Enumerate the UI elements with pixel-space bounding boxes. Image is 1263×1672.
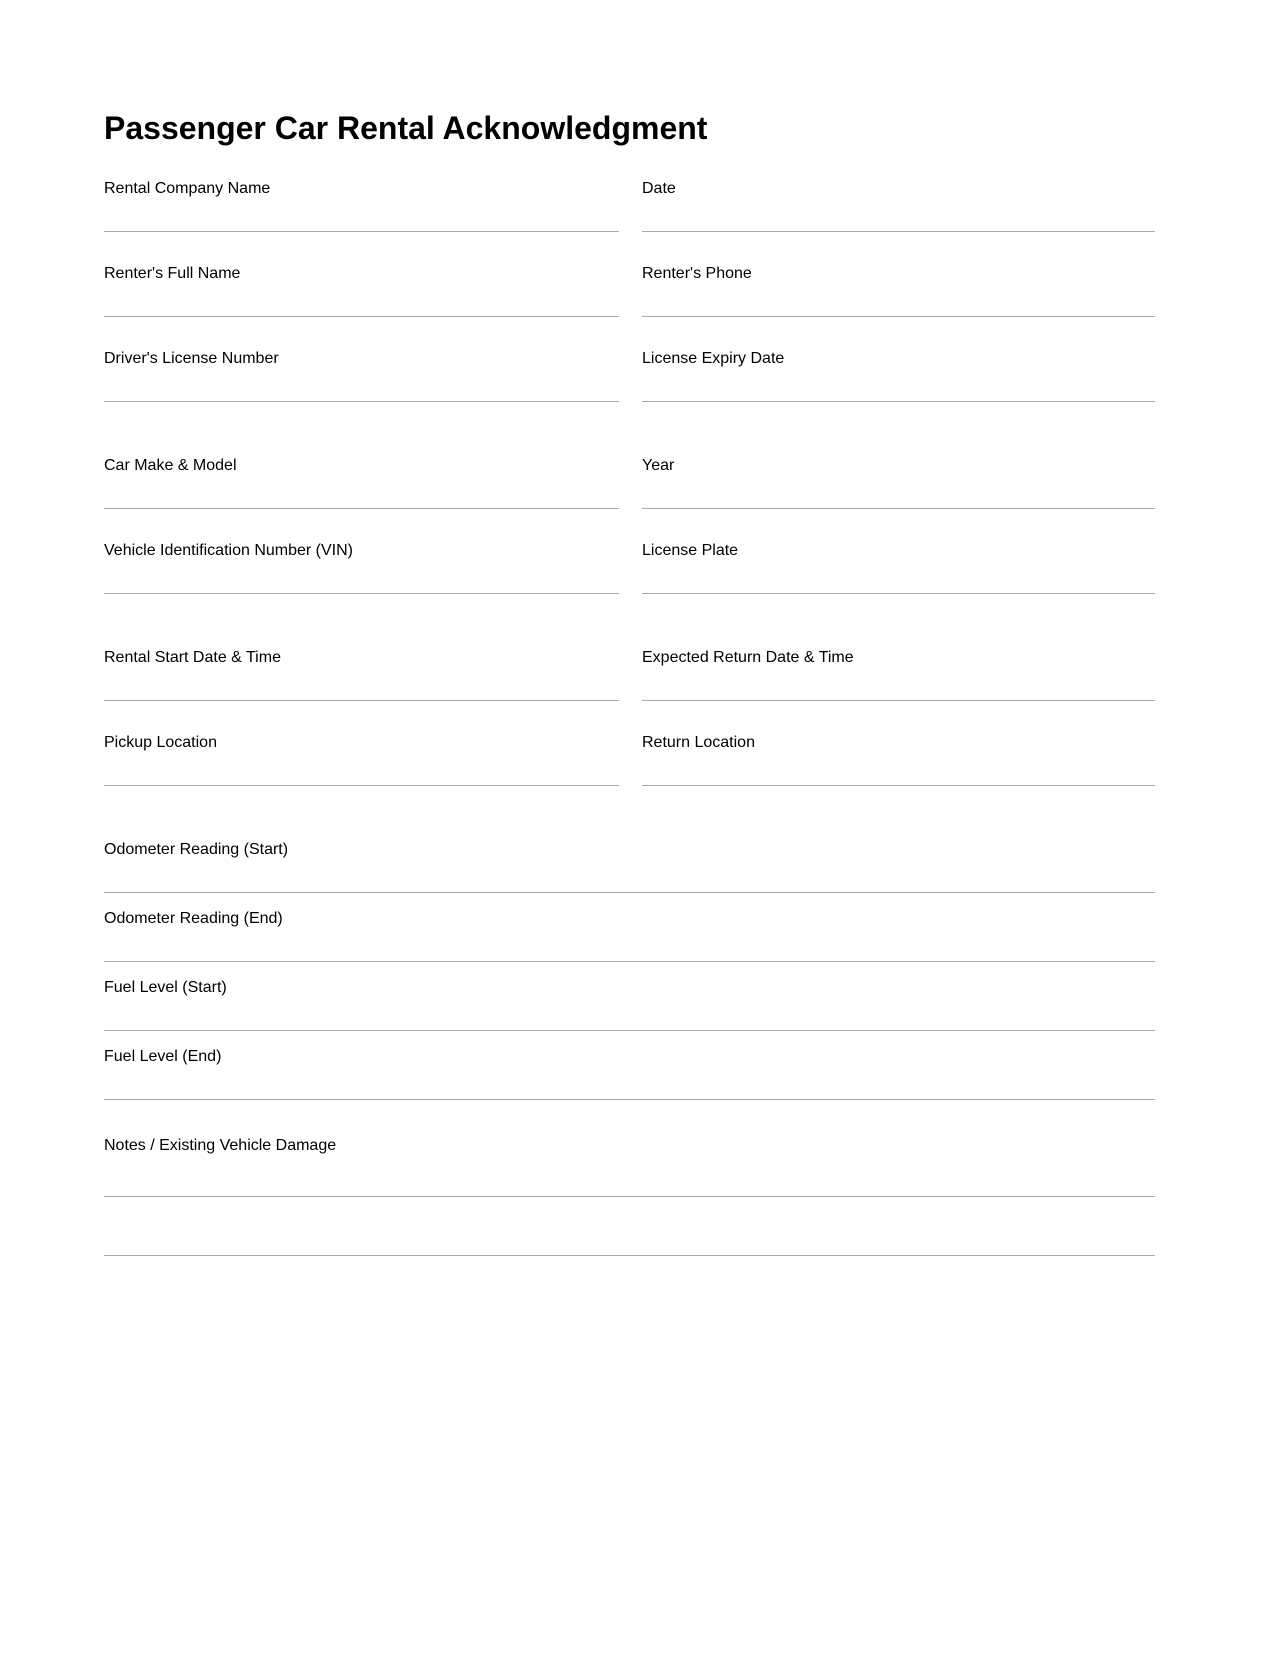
odometer-start-label: Odometer Reading (Start) — [104, 841, 289, 858]
expected-return-line[interactable] — [642, 700, 1155, 701]
renters-phone-line[interactable] — [642, 316, 1155, 317]
rental-company-name-label: Rental Company Name — [104, 180, 271, 197]
year-line[interactable] — [642, 508, 1155, 509]
notes-label: Notes / Existing Vehicle Damage — [104, 1137, 337, 1154]
year-field[interactable] — [642, 456, 1155, 474]
fuel-end-line[interactable] — [104, 1099, 1155, 1100]
return-location-line[interactable] — [642, 785, 1155, 786]
expected-return-field[interactable] — [642, 648, 1155, 666]
date-field[interactable] — [642, 179, 1155, 197]
notes-field[interactable] — [104, 1136, 1155, 1154]
fuel-start-field[interactable] — [104, 978, 1155, 996]
date-label: Date — [642, 180, 676, 197]
license-plate-field[interactable] — [642, 541, 1155, 559]
pickup-location-label: Pickup Location — [104, 734, 217, 751]
vin-line[interactable] — [104, 593, 619, 594]
date-line[interactable] — [642, 231, 1155, 232]
expected-return-label: Expected Return Date & Time — [642, 649, 854, 666]
license-expiry-date-field[interactable] — [642, 349, 1155, 367]
odometer-start-line[interactable] — [104, 892, 1155, 893]
rental-start-field[interactable] — [104, 648, 619, 666]
drivers-license-number-line[interactable] — [104, 401, 619, 402]
license-plate-line[interactable] — [642, 593, 1155, 594]
car-make-model-line[interactable] — [104, 508, 619, 509]
rental-start-label: Rental Start Date & Time — [104, 649, 281, 666]
pickup-location-line[interactable] — [104, 785, 619, 786]
notes-line-2[interactable] — [104, 1255, 1155, 1256]
renters-phone-field[interactable] — [642, 264, 1155, 282]
renters-full-name-field[interactable] — [104, 264, 619, 282]
drivers-license-number-field[interactable] — [104, 349, 619, 367]
fuel-start-label: Fuel Level (Start) — [104, 979, 227, 996]
rental-company-name-line[interactable] — [104, 231, 619, 232]
license-expiry-date-line[interactable] — [642, 401, 1155, 402]
rental-start-line[interactable] — [104, 700, 619, 701]
renters-full-name-line[interactable] — [104, 316, 619, 317]
rental-company-name-field[interactable] — [104, 179, 619, 197]
notes-line-1[interactable] — [104, 1196, 1155, 1197]
vin-label: Vehicle Identification Number (VIN) — [104, 542, 353, 559]
fuel-end-field[interactable] — [104, 1047, 1155, 1065]
renters-phone-label: Renter's Phone — [642, 265, 752, 282]
pickup-location-field[interactable] — [104, 733, 619, 751]
odometer-start-field[interactable] — [104, 840, 1155, 858]
car-make-model-label: Car Make & Model — [104, 457, 237, 474]
license-plate-label: License Plate — [642, 542, 739, 559]
fuel-start-line[interactable] — [104, 1030, 1155, 1031]
return-location-label: Return Location — [642, 734, 755, 751]
car-make-model-field[interactable] — [104, 456, 619, 474]
fuel-end-label: Fuel Level (End) — [104, 1048, 222, 1065]
odometer-end-line[interactable] — [104, 961, 1155, 962]
odometer-end-label: Odometer Reading (End) — [104, 910, 283, 927]
renters-full-name-label: Renter's Full Name — [104, 265, 241, 282]
vin-field[interactable] — [104, 541, 619, 559]
license-expiry-date-label: License Expiry Date — [642, 350, 785, 367]
return-location-field[interactable] — [642, 733, 1155, 751]
year-label: Year — [642, 457, 675, 474]
page-title: Passenger Car Rental Acknowledgment — [104, 110, 708, 146]
odometer-end-field[interactable] — [104, 909, 1155, 927]
drivers-license-number-label: Driver's License Number — [104, 350, 279, 367]
